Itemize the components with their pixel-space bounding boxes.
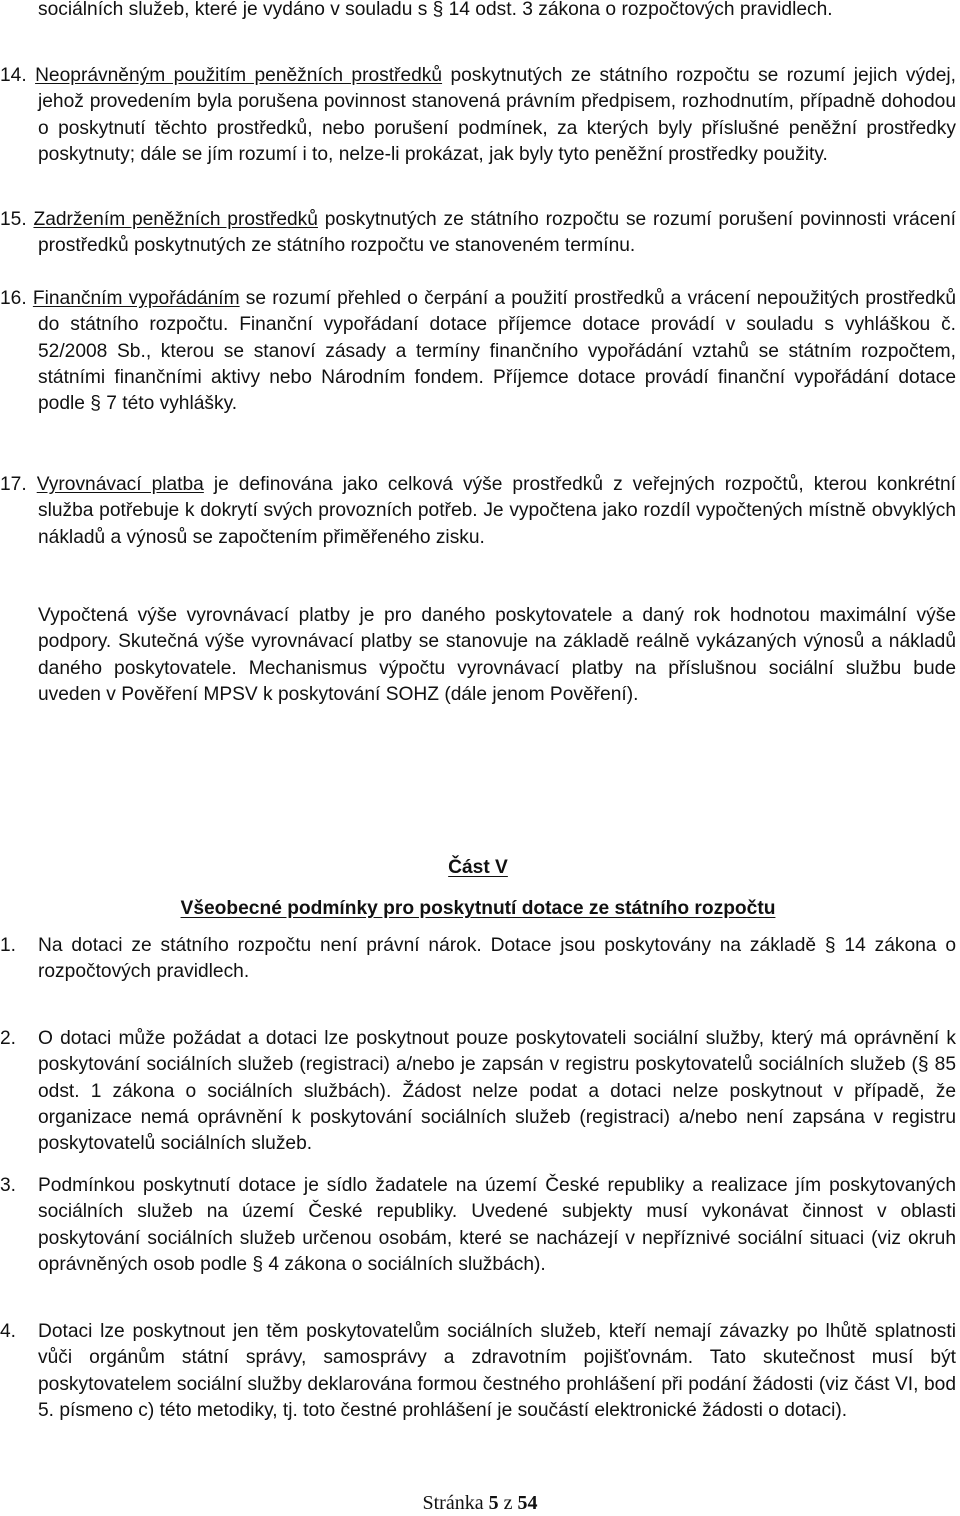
definition-14 — [0, 63, 956, 168]
definition-number: 17. — [0, 474, 27, 495]
definition-15 — [0, 207, 956, 260]
section-heading — [0, 855, 956, 881]
definition-number: 16. — [0, 288, 27, 309]
definition-term: Vyrovnávací platba — [36, 474, 204, 495]
definition-term: Zadržením peněžních prostředků — [33, 209, 318, 230]
definition-number: 14. — [0, 65, 27, 86]
continuation-paragraph — [38, 0, 956, 23]
list-item — [0, 1173, 956, 1278]
list-item-text: Na dotaci ze státního rozpočtu není právní nárok. Dotace jsou poskytovány na základě § 14 zákona o rozpočtových pravidlech. — [38, 935, 956, 983]
paragraph-text: Vypočtená výše vyrovnávací platby je pro daného poskytovatele a daný rok hodnotou maximální výše podpory. Skutečná výše vyrovnávací platby se stanovuje na základě reálně vykázaných výnosů a nákladů daného poskytovatele. Mechanismus výpočtu vyrovnávací platby na příslušnou sociální službu bude uveden v Pověření MPSV k poskytování SOHZ (dále jenom Pověření). — [38, 605, 956, 705]
continuation-text: sociálních služeb, které je vydáno v souladu s § 14 odst. 3 zákona o rozpočtových pravidlech. — [38, 0, 833, 20]
list-item — [0, 1319, 956, 1424]
section-title-wrap — [0, 896, 956, 922]
page-footer — [0, 1490, 960, 1516]
list-item-text: Dotaci lze poskytnout jen těm poskytovatelům sociálních služeb, kteří nemají závazky po lhůtě splatnosti vůči orgánům státní správy, samosprávy a zdravotním pojišťovnám. Tato skutečnost musí být poskytovatelem sociální služby deklarována formou čestného prohlášení při podání žádosti (viz část VI, bod 5. písmeno c) této metodiky, tj. toto čestné prohlášení je součástí elektronické žádosti o dotaci). — [38, 1321, 956, 1421]
footer-prefix: Stránka — [422, 1492, 489, 1514]
definition-text: poskytnutých ze státního rozpočtu se rozumí porušení povinnosti vrácení prostředků poskytnutých ze státního rozpočtu ve stanoveném termínu. — [38, 209, 956, 257]
list-item — [0, 933, 956, 986]
definition-text: poskytnutých ze státního rozpočtu se rozumí jejich výdej, jehož provedením byla porušena povinnost stanovená právním předpisem, rozhodnutím, případně dohodou o poskytnutí těchto prostředků, nebo porušení podmínek, za kterých byly příslušné peněžní prostředky poskytnuty; dále se jím rozumí i to, nelze-li prokázat, jak byly tyto peněžní prostředky použity. — [38, 65, 956, 165]
definition-term: Neoprávněným použitím peněžních prostředků — [35, 65, 443, 86]
definition-number: 15. — [0, 209, 27, 230]
list-item-number: 3. — [0, 1175, 17, 1196]
list-item-text: Podmínkou poskytnutí dotace je sídlo žadatele na území České republiky a realizace jím poskytovaných sociálních služeb na území České republiky. Uvedené subjekty musí vykonávat činnost v oblasti poskytování sociálních služeb určenou osobám, které se nacházejí v nepříznivé sociální situaci (viz okruh oprávněných osob podle § 4 zákona o sociálních službách). — [38, 1175, 956, 1275]
definition-text: se rozumí přehled o čerpání a použití prostředků a vrácení nepoužitých prostředků do státního rozpočtu. Finanční vypořádaní dotace příjemce dotace provádí v souladu s vyhláškou č. 52/2008 Sb., kterou se stanoví zásady a termíny finančního vypořádání vztahů se státním rozpočtem, státními finančními aktivy nebo Národním fondem. Příjemce dotace provádí finanční vypořádání dotace podle § 7 této vyhlášky. — [38, 288, 957, 415]
definition-17 — [0, 472, 956, 551]
section-title: Všeobecné podmínky pro poskytnutí dotace ze státního rozpočtu — [180, 898, 776, 919]
list-item-number: 1. — [0, 935, 17, 956]
list-item — [0, 1026, 956, 1157]
footer-separator: z — [498, 1492, 518, 1514]
list-item-number: 2. — [0, 1028, 17, 1049]
section-part: Část V — [448, 857, 508, 878]
definition-16 — [0, 286, 957, 417]
definition-text: je definována jako celková výše prostředků z veřejných rozpočtů, kterou konkrétní služba potřebuje k dokrytí svých provozních potřeb. Je vypočtena jako rozdíl vypočtených místně obvyklých nákladů a výnosů se započtením přiměřeného zisku. — [38, 474, 956, 548]
footer-page-number: 5 — [488, 1492, 499, 1514]
definition-term: Finančním vypořádáním — [32, 288, 240, 309]
footer-page-total: 54 — [517, 1492, 538, 1514]
definition-17-continuation — [38, 603, 956, 708]
list-item-number: 4. — [0, 1321, 17, 1342]
list-item-text: O dotaci může požádat a dotaci lze poskytnout pouze poskytovateli sociální služby, který má oprávnění k poskytování sociálních služeb (registraci) a/nebo je zapsán v registru poskytovatelů sociálních služeb (§ 85 odst. 1 zákona o sociálních službách). Žádost nelze podat a dotaci nelze poskytnout v případě, že organizace nemá oprávnění k poskytování sociálních služeb (registraci) a/nebo není zapsána v registru poskytovatelů sociálních služeb. — [38, 1028, 956, 1155]
